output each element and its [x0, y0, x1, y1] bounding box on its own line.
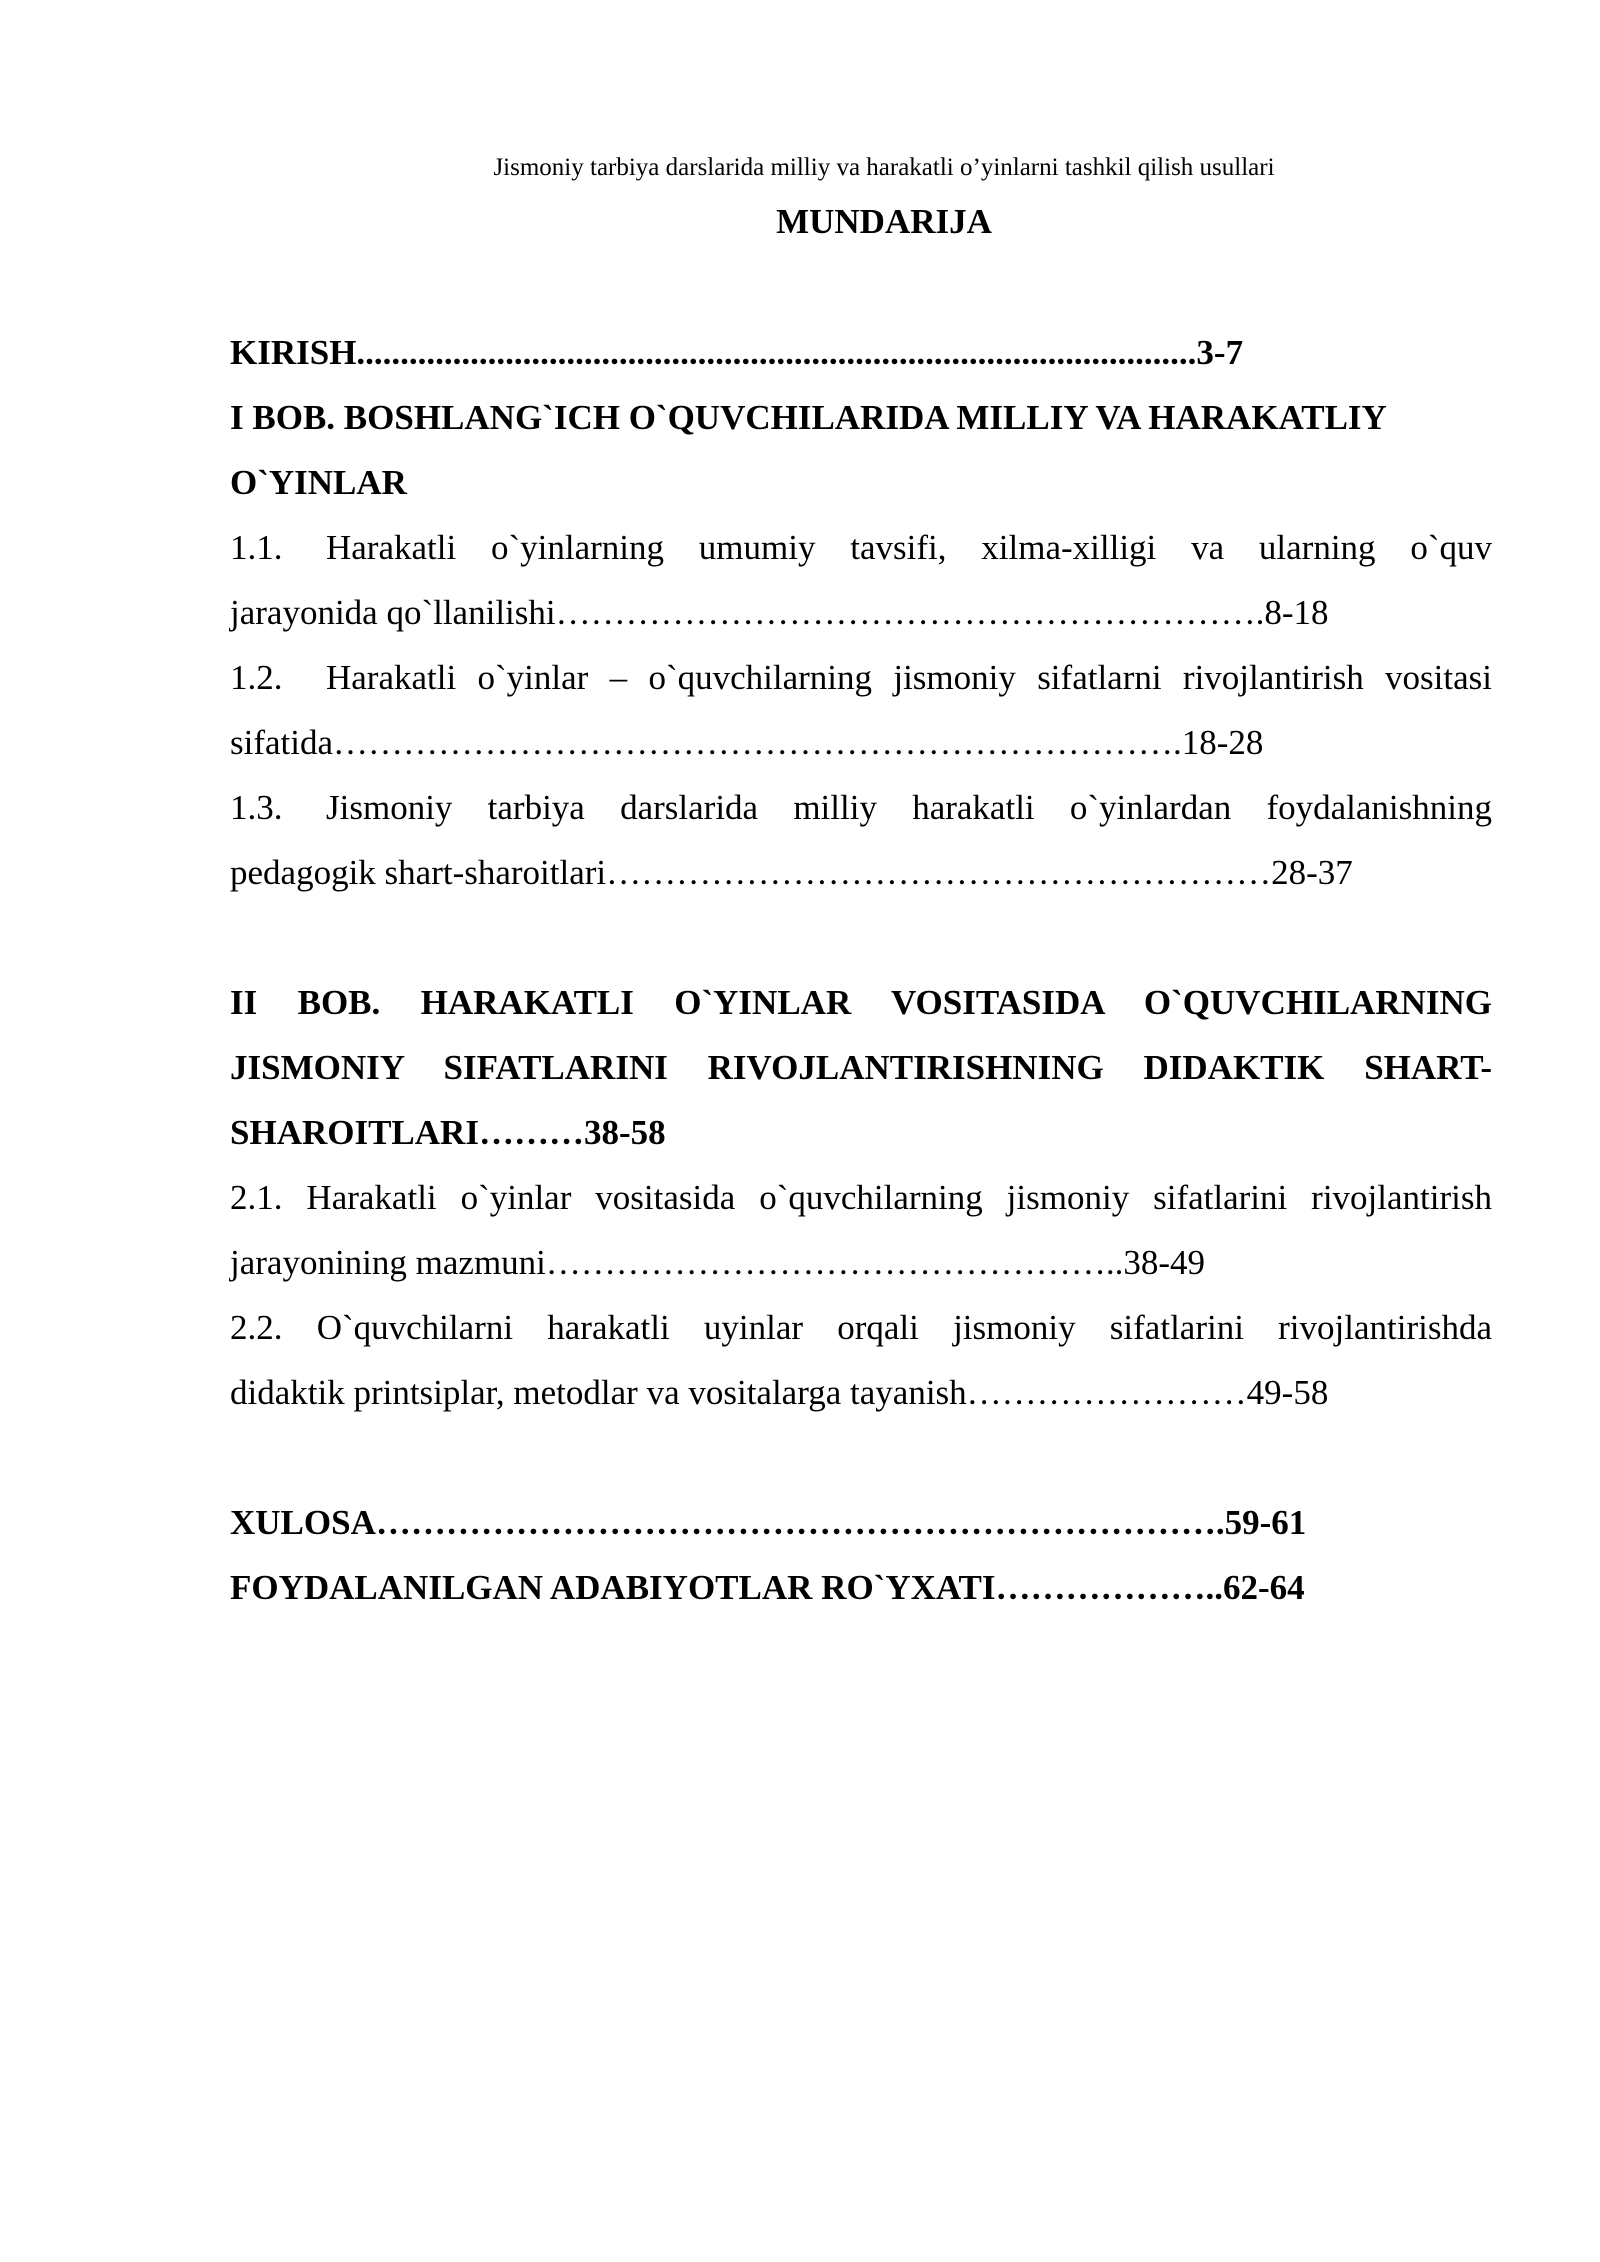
toc-entry-kirish: KIRISH................................................................................................3-7 — [230, 333, 1244, 372]
toc-section-1-2-line-2: sifatida……………………………………………………………….18-28 — [230, 723, 1264, 762]
running-header: Jismoniy tarbiya darslarida milliy va harakatli o’yinlarni tashkil qilish usullari — [493, 154, 1275, 181]
toc-chapter-2-line-2: JISMONIY SIFATLARINI RIVOJLANTIRISHNING DIDAKTIK SHART- — [230, 1048, 1492, 1087]
section-title: Jismoniy tarbiya darslarida milliy harakatli o`yinlardan foydalanishning — [326, 788, 1492, 827]
section-number: 1.2. — [230, 658, 283, 697]
toc-section-1-3-line-2: pedagogik shart-sharoitlari…………………………………………………28-37 — [230, 853, 1353, 892]
section-number: 1.3. — [230, 788, 283, 827]
section-title: Harakatli o`yinlar – o`quvchilarning jismoniy sifatlarni rivojlantirish vositasi — [326, 658, 1492, 697]
toc-entry-xulosa: XULOSA……………………………………………………………….59-61 — [230, 1503, 1307, 1542]
spacer — [230, 1425, 1492, 1490]
toc-section-2-2-line-2: didaktik printsiplar, metodlar va vositalarga tayanish……………………49-58 — [230, 1373, 1329, 1412]
page-title: MUNDARIJA — [776, 202, 992, 241]
toc-entry-references: FOYDALANILGAN ADABIYOTLAR RO`YXATI………………..62-64 — [230, 1568, 1305, 1607]
toc-section-2-1-line-1: 2.1. Harakatli o`yinlar vositasida o`quvchilarning jismoniy sifatlarini rivojlantirish — [230, 1178, 1492, 1217]
toc-chapter-2-line-3: SHAROITLARI………38-58 — [230, 1113, 666, 1152]
toc-section-1-1-line-2: jarayonida qo`llanilishi…………………………………………………….8-18 — [230, 593, 1329, 632]
toc-section-1-2-line-1 — [230, 645, 1492, 710]
table-of-contents — [230, 320, 1492, 1620]
toc-chapter-1-line-1: I BOB. BOSHLANG`ICH O`QUVCHILARIDA MILLIY VA HARAKATLIY — [230, 398, 1387, 437]
section-title: Harakatli o`yinlarning umumiy tavsifi, xilma-xilligi va ularning o`quv — [326, 528, 1492, 567]
toc-section-2-1-line-2: jarayonining mazmuni…………………………………………..38-49 — [230, 1243, 1206, 1282]
toc-chapter-1-line-2: O`YINLAR — [230, 463, 407, 502]
section-number: 1.1. — [230, 528, 283, 567]
toc-section-1-3-line-1 — [230, 775, 1492, 840]
toc-chapter-2-line-1: II BOB. HARAKATLI O`YINLAR VOSITASIDA O`QUVCHILARNING — [230, 983, 1492, 1022]
spacer — [230, 905, 1492, 970]
toc-section-2-2-line-1: 2.2. O`quvchilarni harakatli uyinlar orqali jismoniy sifatlarini rivojlantirishda — [230, 1308, 1492, 1347]
toc-section-1-1-line-1 — [230, 515, 1492, 580]
